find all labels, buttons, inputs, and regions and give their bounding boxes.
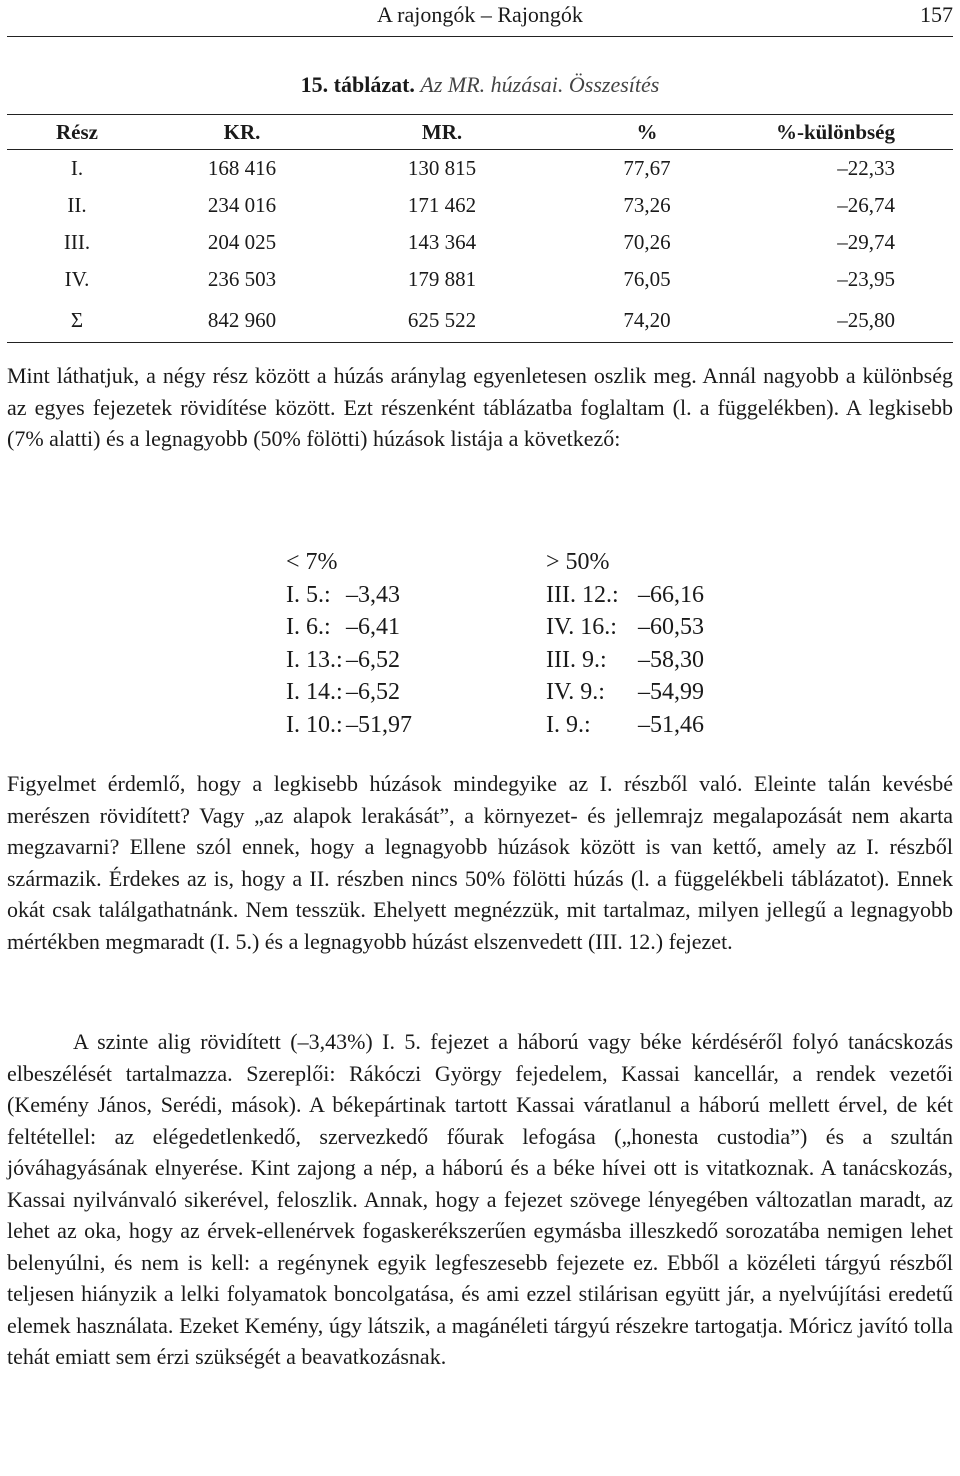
table-cell: 143 364 [407,230,477,254]
column-header: MR. [421,119,463,144]
table-cell: –23,95 [837,267,895,291]
cut-value: –66,16 [638,581,704,608]
chapter-label: I. 6.: [286,614,331,640]
table-cell: –22,33 [837,156,895,180]
table-cell: 171 462 [407,193,477,217]
table-row [7,261,953,298]
cut-value: –3,43 [346,581,400,608]
cut-value: –54,99 [638,679,704,705]
page-number: 157 [920,2,953,27]
table-cell: 168 416 [207,156,277,180]
table-cell: 179 881 [407,267,477,291]
table-cell: –29,74 [837,230,895,254]
table-number: 15. táblázat. [300,72,415,97]
table-cell: 842 960 [207,307,277,332]
chapter-label: I. 9.: [546,711,591,738]
table-row [7,187,953,224]
chapter-label: III. 12.: [546,581,619,608]
cut-value: –60,53 [638,614,704,640]
column-header: Rész [56,119,98,144]
column-header: % [636,119,658,144]
cut-value: –6,52 [346,679,400,705]
page-header [7,0,953,37]
table-row [7,150,953,188]
table-cell: IV. [64,267,90,291]
intro-paragraph: Mint láthatjuk, a négy rész között a húzás aránylag egyenletesen oszlik meg. Annál nagyobb a különbség az egyes fejezetek rövidítése között. Ezt részenként táblázatba foglaltam (l. a függelékben). A legkisebb (7% alatti) és a legnagyobb (50% fölötti) húzások listája a következő: [7,363,953,451]
table-caption [0,72,960,98]
cut-value: –58,30 [638,646,704,673]
table-cell: 130 815 [407,156,477,180]
table-cell: 625 522 [407,307,477,332]
table-title: Az MR. húzásai. Összesítés [420,72,660,97]
table-cell: –26,74 [837,193,895,217]
chapter-label: IV. 16.: [546,614,617,640]
table-cell: 70,26 [623,230,671,254]
chapter-label: I. 13.: [286,646,343,673]
chapter-label: I. 14.: [286,679,343,705]
running-title: A rajongók – Rajongók [377,2,583,27]
table-cell: 74,20 [623,307,671,332]
column-header: KR. [223,119,261,144]
table-cell: –25,80 [837,307,895,332]
chapter-label: III. 9.: [546,646,607,673]
body-paragraph-1: Figyelmet érdemlő, hogy a legkisebb húzások mindegyike az I. részből való. Eleinte talán kevésbé merészen rövidített? Vagy „az alapok lerakását”, a környezet- és jellemrajz megalapozását nem akarta megzavarni? Ellene szól ennek, hogy a legnagyobb húzások között is van kettő, amely az I. részből származik. Érdekes az is, hogy a II. részben nincs 50% fölötti húzás (l. a függelékbeli táblázatot). Ennek okát csak találgathatnánk. Nem tesszük. Ehelyett megnézzük, mit tartalmaz, milyen jellegű a legnagyobb mértékben megmaradt (I. 5.) és a legnagyobb húzást elszenvedett (III. 12.) fejezet. [7,771,953,954]
chapter-label: I. 5.: [286,581,331,608]
table-cell: 77,67 [623,156,671,180]
cut-value: –6,52 [346,646,400,673]
cut-value: –51,97 [346,711,412,738]
table-cell: II. [67,193,87,217]
cut-value: –6,41 [346,614,400,640]
body-paragraph-2: A szinte alig rövidített (–3,43%) I. 5. fejezet a háború vagy béke kérdéséről folyó tanácskozás elbeszélését tartalmazza. Szereplői: Rákóczi György fejedelem, Kassai kancellár, a rendek vezetői (Kemény János, Serédi, mások). A békepártinak tartott Kassai váratlanul a háború mellett érvel, de két feltétellel: az elégedetlenkedő, szervezkedő főurak lefogása („honesta custodia”) és a szultán jóváhagyásának elnyerése. Kint zajong a nép, a háború és a béke hívei ott is vitatkoznak. A tanácskozás, Kassai nyilvánvaló sikerével, feloszlik. Annak, hogy a fejezet szövege lényegében változatlan maradt, az lehet az oka, hogy az érvek-ellenérvek fogaskerékszerűen egymásba illeszkedő sorozatába nemigen lehet belenyúlni, és nem is kell: a regénynek egyik legfeszesebb fejezete ez. Ebből a közéleti tárgyú részből teljesen hiányzik a lelki folyamatok boncolgatása, és ami ezzel stilárisan együtt jár, a nyelvújítási eredetű elemek használata. Ezeket Kemény, úgy látszik, a magánéleti tárgyú részekre tartogatja. Móricz javító tolla tehát emiatt sem érzi szükségét a beavatkozásnak. [7,1029,953,1369]
summary-table [7,114,953,343]
table-header-row [7,115,953,150]
list-header-label: > 50% [546,549,610,575]
chapter-label: IV. 9.: [546,679,605,705]
table-cell: III. [63,230,91,254]
cut-value: –51,46 [638,711,704,738]
table-cell: I. [70,156,84,180]
table-total-row [7,298,953,343]
table-cell: 73,26 [623,193,671,217]
table-row [7,224,953,261]
list-header-label: < 7% [286,549,338,575]
table-cell: 236 503 [207,267,277,291]
table-cell: 76,05 [623,267,671,291]
column-header: %-különbség [775,119,895,144]
table-cell: 234 016 [207,193,277,217]
table-cell: 204 025 [207,230,277,254]
table-cell: Σ [70,307,84,332]
chapter-label: I. 10.: [286,711,343,738]
